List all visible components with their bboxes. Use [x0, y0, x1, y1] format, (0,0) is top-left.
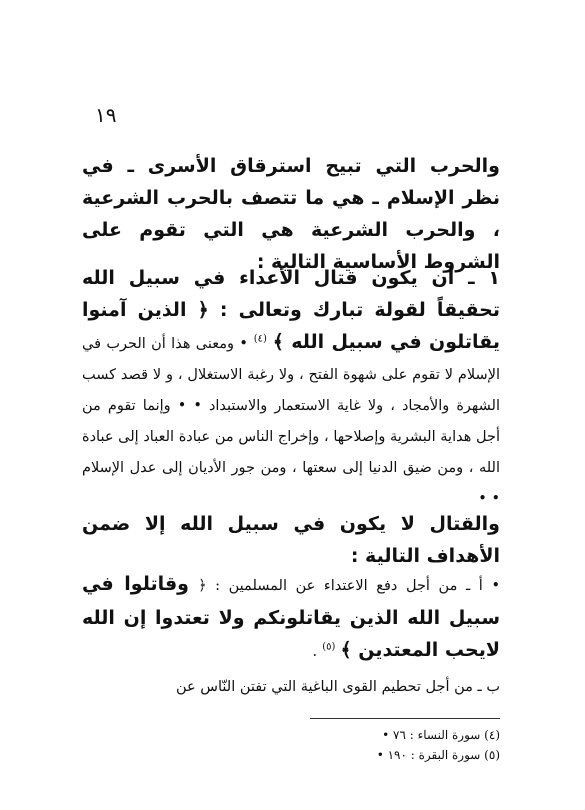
footnote-5: (٥) سورة البقرة : ١٩٠ •	[376, 748, 500, 762]
objective-a-end: .	[312, 644, 318, 660]
footnote-divider	[310, 718, 500, 719]
condition-1-body: • ومعنى هذا أن الحرب في الإسلام لا تقوم على شهوة الفتح ، ولا رغبة الاستغلال ، و لا قصد كسب الشهرة والأمجاد ، ولا غاية الاستعمار والاستبداد • • وإنما تقوم من أجل هداية البشرية وإصلاحها ، وإخراج الناس من عبادة العباد إلى عبادة الله ، ومن ضيق الدنيا إلى سعتها ، ومن جور الأديان إلى عدل الإسلام • •	[82, 336, 500, 507]
page-number: ١٩	[95, 103, 117, 127]
footnote-ref-5: (٥)	[322, 641, 336, 653]
paragraph-intro: والحرب التي تبيح استرقاق الأسرى ـ في نظر الإسلام ـ هي ما تتصف بالحرب الشرعية ، والحرب الشرعية هي التي تقوم على الشروط الأساسية التالية :	[82, 155, 500, 273]
paragraph-objectives: والقتال لا يكون في سبيل الله إلا ضمن الأهداف التالية :	[82, 513, 500, 567]
footnote-ref-4: (٤)	[253, 333, 267, 345]
paragraph-objective-a	[82, 568, 500, 668]
paragraph-objective-b: ب ـ من أجل تحطيم القوى الباغية التي تفتن النّاس عن	[176, 679, 500, 695]
objective-a-verse: وقاتلوا في سبيل الله الذين يقاتلونكم ولا تعتدوا إن الله لايحب المعتدين ﴾	[82, 573, 500, 661]
condition-1-heading: ١ ـ أن يكون قتال الأعداء في سبيل الله تحقيقاً لقولة تبارك وتعالى : ﴿ الذين آمنوا يقاتلون في سبيل الله ﴾	[82, 267, 500, 353]
paragraph-condition-1	[82, 262, 500, 515]
objective-a-intro: • أ ـ من أجل دفع الاعتداء عن المسلمين : ﴿	[198, 578, 500, 594]
footnote-4: (٤) سورة النساء : ٧٦ •	[382, 728, 500, 742]
